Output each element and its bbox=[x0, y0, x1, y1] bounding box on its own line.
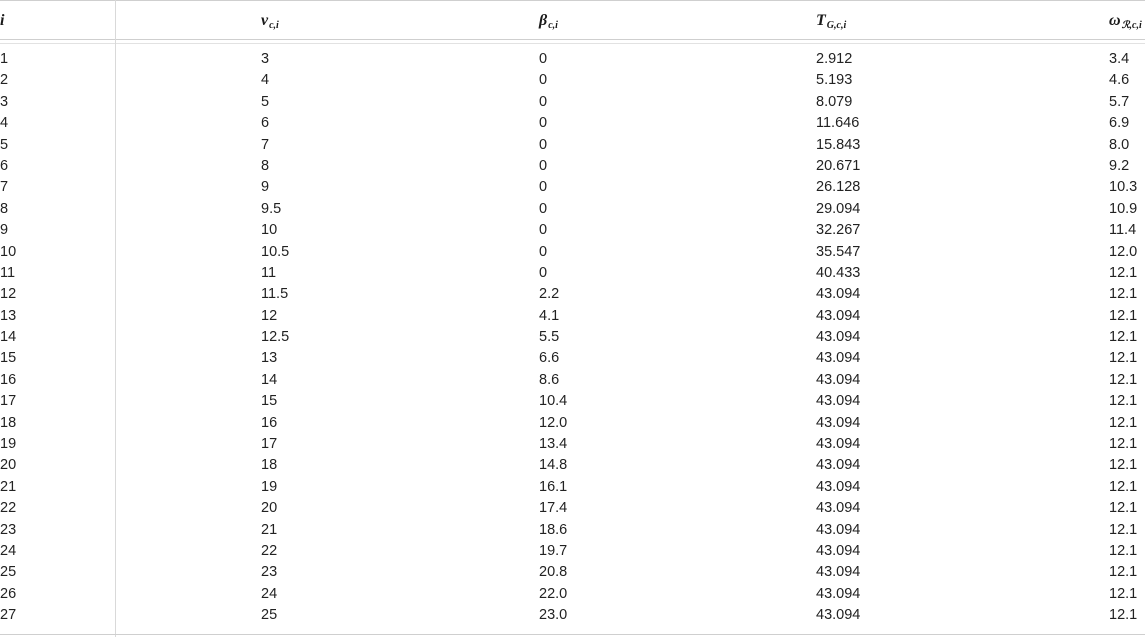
cell-index: 10 bbox=[0, 243, 17, 260]
table-row bbox=[0, 220, 1145, 241]
cell-index: 4 bbox=[0, 115, 9, 132]
cell-v: 23 bbox=[261, 564, 278, 581]
cell-v: 11.5 bbox=[261, 286, 289, 303]
cell-beta: 16.1 bbox=[539, 478, 568, 495]
cell-v: 9 bbox=[261, 179, 270, 196]
table-row bbox=[0, 49, 1145, 70]
cell-index: 13 bbox=[0, 307, 17, 324]
cell-beta: 10.4 bbox=[539, 393, 568, 410]
table-row bbox=[0, 434, 1145, 455]
cell-tg: 20.671 bbox=[816, 157, 861, 174]
header-omega-label: ω bbox=[1109, 12, 1121, 29]
cell-omega: 10.3 bbox=[1109, 179, 1138, 196]
cell-tg: 43.094 bbox=[816, 478, 861, 495]
cell-index: 21 bbox=[0, 478, 17, 495]
cell-omega: 8.0 bbox=[1109, 136, 1130, 153]
table-row bbox=[0, 113, 1145, 134]
cell-beta: 17.4 bbox=[539, 500, 568, 517]
cell-v: 4 bbox=[261, 72, 270, 89]
table-row bbox=[0, 156, 1145, 177]
table-row bbox=[0, 498, 1145, 519]
cell-v: 6 bbox=[261, 115, 270, 132]
cell-beta: 12.0 bbox=[539, 414, 568, 431]
cell-index: 20 bbox=[0, 457, 17, 474]
cell-tg: 15.843 bbox=[816, 136, 861, 153]
table-row bbox=[0, 455, 1145, 476]
cell-beta: 19.7 bbox=[539, 542, 568, 559]
cell-tg: 43.094 bbox=[816, 500, 861, 517]
cell-index: 18 bbox=[0, 414, 17, 431]
cell-v: 5 bbox=[261, 93, 270, 110]
cell-beta: 0 bbox=[539, 72, 548, 89]
cell-tg: 43.094 bbox=[816, 436, 861, 453]
cell-tg: 26.128 bbox=[816, 179, 861, 196]
cell-tg: 35.547 bbox=[816, 243, 861, 260]
cell-index: 19 bbox=[0, 436, 17, 453]
table-row bbox=[0, 541, 1145, 562]
cell-omega: 12.1 bbox=[1109, 585, 1138, 602]
cell-tg: 2.912 bbox=[816, 51, 853, 67]
header-v-label: v bbox=[261, 12, 269, 29]
cell-omega: 3.4 bbox=[1109, 51, 1130, 67]
cell-index: 15 bbox=[0, 350, 17, 367]
cell-index: 8 bbox=[0, 200, 9, 217]
table-body bbox=[0, 49, 1145, 627]
table-row bbox=[0, 242, 1145, 263]
cell-index: 1 bbox=[0, 51, 9, 67]
header-i bbox=[0, 12, 4, 30]
cell-omega: 11.4 bbox=[1109, 222, 1137, 239]
header-divider bbox=[0, 43, 1145, 44]
table-row bbox=[0, 70, 1145, 91]
table-row bbox=[0, 370, 1145, 391]
header-beta-label: β bbox=[539, 12, 548, 29]
cell-index: 12 bbox=[0, 286, 17, 303]
cell-omega: 12.1 bbox=[1109, 286, 1138, 303]
cell-index: 7 bbox=[0, 179, 9, 196]
header-omega-subscript: ℛ,c,i bbox=[1121, 20, 1142, 31]
cell-omega: 12.1 bbox=[1109, 564, 1138, 581]
cell-beta: 2.2 bbox=[539, 286, 560, 303]
cell-tg: 43.094 bbox=[816, 329, 861, 346]
header-omega bbox=[1109, 12, 1142, 35]
cell-tg: 43.094 bbox=[816, 521, 861, 538]
cell-beta: 18.6 bbox=[539, 521, 568, 538]
cell-tg: 5.193 bbox=[816, 72, 853, 89]
cell-omega: 12.1 bbox=[1109, 500, 1138, 517]
cell-omega: 12.1 bbox=[1109, 542, 1138, 559]
cell-tg: 43.094 bbox=[816, 585, 861, 602]
cell-omega: 12.1 bbox=[1109, 607, 1138, 624]
cell-beta: 0 bbox=[539, 136, 548, 153]
cell-v: 13 bbox=[261, 350, 278, 367]
cell-index: 27 bbox=[0, 607, 17, 624]
cell-beta: 0 bbox=[539, 93, 548, 110]
cell-beta: 6.6 bbox=[539, 350, 560, 367]
cell-tg: 43.094 bbox=[816, 307, 861, 324]
cell-tg: 32.267 bbox=[816, 222, 861, 239]
cell-tg: 43.094 bbox=[816, 564, 861, 581]
cell-v: 21 bbox=[261, 521, 278, 538]
cell-omega: 12.1 bbox=[1109, 457, 1138, 474]
cell-v: 20 bbox=[261, 500, 278, 517]
table-row bbox=[0, 348, 1145, 369]
table-row bbox=[0, 584, 1145, 605]
cell-tg: 40.433 bbox=[816, 264, 861, 281]
cell-beta: 4.1 bbox=[539, 307, 560, 324]
cell-beta: 20.8 bbox=[539, 564, 568, 581]
cell-index: 24 bbox=[0, 542, 17, 559]
cell-v: 7 bbox=[261, 136, 270, 153]
cell-beta: 0 bbox=[539, 115, 548, 132]
cell-index: 2 bbox=[0, 72, 9, 89]
cell-beta: 13.4 bbox=[539, 436, 568, 453]
cell-index: 26 bbox=[0, 585, 17, 602]
table-bottom-rule bbox=[0, 634, 1145, 635]
cell-omega: 4.6 bbox=[1109, 72, 1130, 89]
table-row bbox=[0, 135, 1145, 156]
header-beta-subscript: c,i bbox=[548, 20, 558, 31]
cell-index: 16 bbox=[0, 371, 17, 388]
cell-tg: 11.646 bbox=[816, 115, 860, 132]
cell-v: 22 bbox=[261, 542, 278, 559]
cell-v: 19 bbox=[261, 478, 278, 495]
cell-omega: 6.9 bbox=[1109, 115, 1130, 132]
cell-omega: 12.1 bbox=[1109, 521, 1138, 538]
cell-v: 24 bbox=[261, 585, 278, 602]
cell-tg: 43.094 bbox=[816, 371, 861, 388]
cell-omega: 12.1 bbox=[1109, 393, 1138, 410]
cell-index: 6 bbox=[0, 157, 9, 174]
cell-tg: 43.094 bbox=[816, 457, 861, 474]
cell-tg: 43.094 bbox=[816, 350, 861, 367]
cell-v: 10.5 bbox=[261, 243, 290, 260]
cell-v: 3 bbox=[261, 51, 270, 67]
cell-tg: 8.079 bbox=[816, 93, 853, 110]
cell-beta: 0 bbox=[539, 51, 548, 67]
table-row bbox=[0, 199, 1145, 220]
cell-tg: 43.094 bbox=[816, 414, 861, 431]
cell-omega: 12.1 bbox=[1109, 329, 1138, 346]
cell-omega: 12.1 bbox=[1109, 264, 1138, 281]
cell-index: 22 bbox=[0, 500, 17, 517]
cell-omega: 12.1 bbox=[1109, 436, 1138, 453]
table-row bbox=[0, 391, 1145, 412]
cell-v: 17 bbox=[261, 436, 278, 453]
cell-beta: 0 bbox=[539, 179, 548, 196]
cell-tg: 29.094 bbox=[816, 200, 861, 217]
table-row bbox=[0, 327, 1145, 348]
cell-index: 23 bbox=[0, 521, 17, 538]
table-row bbox=[0, 605, 1145, 626]
cell-omega: 12.1 bbox=[1109, 307, 1138, 324]
table-row bbox=[0, 477, 1145, 498]
header-i-label: i bbox=[0, 12, 5, 29]
table-row bbox=[0, 92, 1145, 113]
cell-index: 25 bbox=[0, 564, 17, 581]
table-row bbox=[0, 263, 1145, 284]
cell-index: 11 bbox=[0, 264, 16, 281]
cell-omega: 5.7 bbox=[1109, 93, 1130, 110]
cell-v: 15 bbox=[261, 393, 278, 410]
table-row bbox=[0, 284, 1145, 305]
cell-tg: 43.094 bbox=[816, 393, 861, 410]
cell-beta: 8.6 bbox=[539, 371, 560, 388]
cell-index: 17 bbox=[0, 393, 17, 410]
cell-tg: 43.094 bbox=[816, 607, 861, 624]
cell-omega: 12.1 bbox=[1109, 414, 1138, 431]
cell-v: 9.5 bbox=[261, 200, 282, 217]
cell-v: 11 bbox=[261, 264, 277, 281]
cell-index: 5 bbox=[0, 136, 9, 153]
cell-beta: 0 bbox=[539, 200, 548, 217]
cell-beta: 0 bbox=[539, 243, 548, 260]
cell-tg: 43.094 bbox=[816, 286, 861, 303]
cell-index: 9 bbox=[0, 222, 9, 239]
table-row bbox=[0, 306, 1145, 327]
table-row bbox=[0, 413, 1145, 434]
cell-omega: 12.1 bbox=[1109, 478, 1138, 495]
cell-tg: 43.094 bbox=[816, 542, 861, 559]
cell-omega: 10.9 bbox=[1109, 200, 1138, 217]
cell-v: 12 bbox=[261, 307, 278, 324]
header-v bbox=[261, 12, 279, 35]
cell-omega: 9.2 bbox=[1109, 157, 1130, 174]
cell-beta: 0 bbox=[539, 264, 548, 281]
cell-omega: 12.1 bbox=[1109, 371, 1138, 388]
cell-v: 8 bbox=[261, 157, 270, 174]
cell-index: 3 bbox=[0, 93, 9, 110]
cell-beta: 23.0 bbox=[539, 607, 568, 624]
cell-index: 14 bbox=[0, 329, 17, 346]
header-tg bbox=[816, 12, 846, 35]
cell-v: 16 bbox=[261, 414, 278, 431]
table-row bbox=[0, 562, 1145, 583]
cell-v: 12.5 bbox=[261, 329, 290, 346]
cell-beta: 22.0 bbox=[539, 585, 568, 602]
cell-v: 25 bbox=[261, 607, 278, 624]
cell-beta: 0 bbox=[539, 222, 548, 239]
header-v-subscript: c,i bbox=[269, 20, 279, 31]
cell-beta: 14.8 bbox=[539, 457, 568, 474]
cell-v: 18 bbox=[261, 457, 278, 474]
header-tg-subscript: G,c,i bbox=[826, 20, 847, 31]
cell-omega: 12.1 bbox=[1109, 350, 1138, 367]
cell-v: 14 bbox=[261, 371, 278, 388]
table-row bbox=[0, 177, 1145, 198]
cell-beta: 5.5 bbox=[539, 329, 560, 346]
header-tg-label: T bbox=[816, 12, 826, 29]
cell-v: 10 bbox=[261, 222, 278, 239]
table-row bbox=[0, 520, 1145, 541]
table-header bbox=[0, 0, 1145, 40]
header-beta bbox=[539, 12, 558, 35]
cell-omega: 12.0 bbox=[1109, 243, 1138, 260]
cell-beta: 0 bbox=[539, 157, 548, 174]
